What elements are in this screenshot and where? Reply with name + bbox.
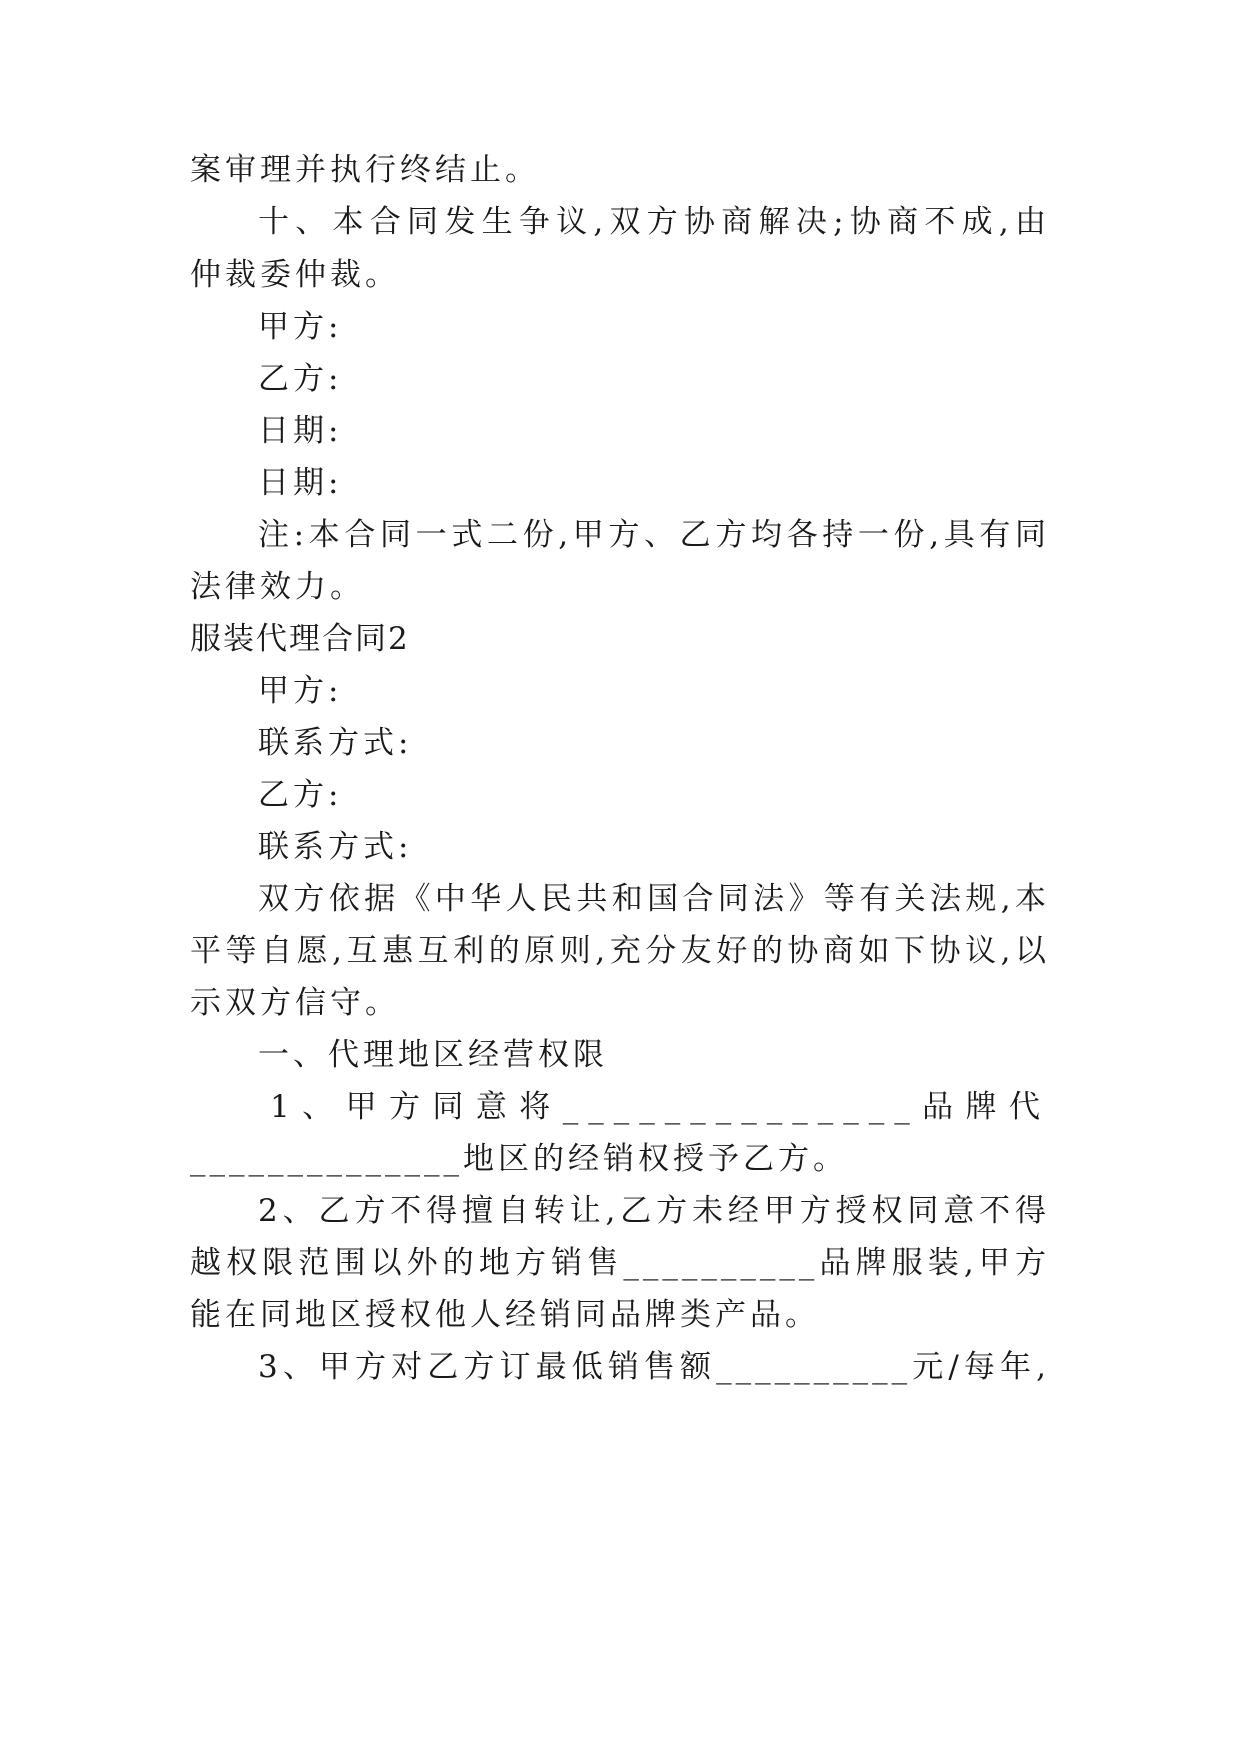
text-line: 仲裁委仲裁。: [190, 257, 400, 293]
heading-line: 一、代理地区经营权限: [258, 1037, 608, 1073]
party-a-label: 甲方:: [258, 309, 343, 345]
party-b-label: 乙方:: [258, 777, 343, 813]
intro-line: 平等自愿,互惠互利的原则,充分友好的协商如下协议,以: [190, 933, 1050, 969]
text-line: 案审理并执行终结止。: [190, 152, 540, 188]
note-line: 注:本合同一式二份,甲方、乙方均各持一份,具有同: [258, 517, 1050, 553]
party-a-label: 甲方:: [258, 673, 343, 709]
clause-line: 能在同地区授权他人经销同品牌类产品。: [190, 1297, 820, 1333]
intro-line: 双方依据《中华人民共和国合同法》等有关法规,本: [258, 881, 1050, 917]
party-b-label: 乙方:: [258, 361, 343, 397]
clause-line: 2、乙方不得擅自转让,乙方未经甲方授权同意不得: [258, 1193, 1050, 1229]
clause-line: 越权限范围以外的地方销售__________品牌服装,甲方: [190, 1245, 1050, 1281]
clause-line: 3、甲方对乙方订最低销售额__________元/每年,: [258, 1349, 1050, 1385]
clause-ten-line: 十、本合同发生争议,双方协商解决;协商不成,由: [258, 204, 1050, 240]
clause-line: 1、甲方同意将______________品牌代: [270, 1089, 1050, 1125]
date-label: 日期:: [258, 413, 343, 449]
date-label: 日期:: [258, 465, 343, 501]
contact-label: 联系方式:: [258, 829, 413, 865]
section-title: 服装代理合同2: [190, 621, 410, 657]
intro-line: 示双方信守。: [190, 985, 400, 1021]
clause-line: ______________地区的经销权授予乙方。: [190, 1141, 848, 1177]
text-line: 法律效力。: [190, 569, 365, 605]
contact-label: 联系方式:: [258, 725, 413, 761]
